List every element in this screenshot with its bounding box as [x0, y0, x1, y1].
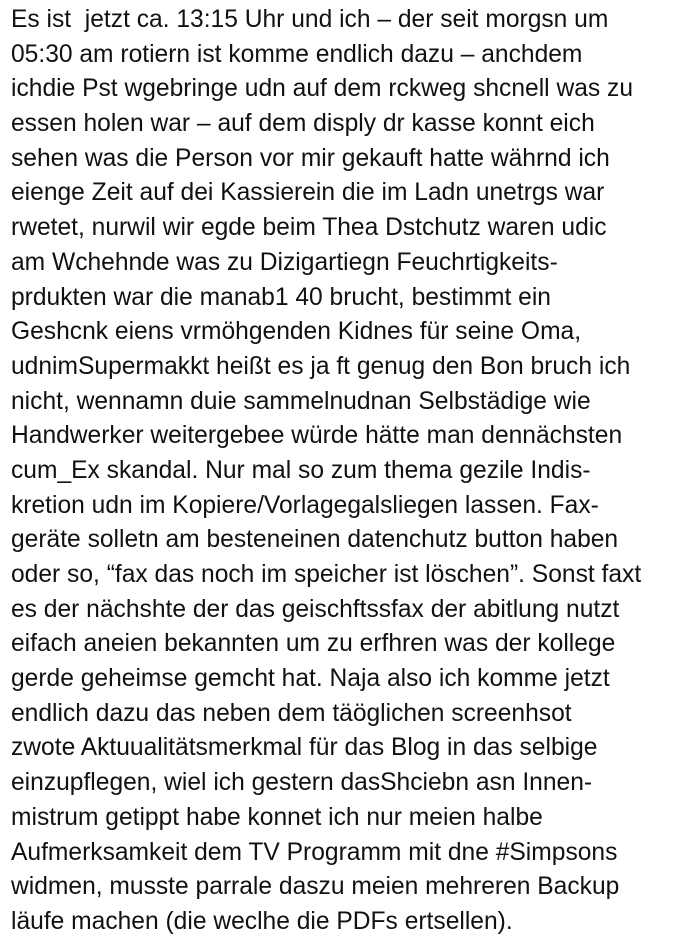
text-line: einzupflegen, wiel ich gestern dasShciebn asn Innen- [11, 769, 593, 797]
text-line: nicht, wennamn duie sammelnudnan Selbstädige wie [11, 387, 591, 415]
text-line: mistrum getippt habe konnet ich nur meien halbe [11, 803, 543, 831]
text-line: am Wchehnde was zu Dizigartiegn Feuchrtigkeits- [11, 248, 558, 276]
text-line: Geshcnk eiens vrmöhgenden Kidnes für seine Oma, [11, 318, 582, 346]
text-line: gerde geheimse gemcht hat. Naja also ich komme jetzt [11, 665, 610, 693]
text-line: cum_Ex skandal. Nur mal so zum thema gezile Indis- [11, 456, 591, 484]
text-line: prdukten war die manab1 40 brucht, bestimmt ein [11, 283, 551, 311]
text-line: eienge Zeit auf dei Kassierein die im Ladn unetrgs war [11, 179, 605, 207]
text-line: zwote Aktuualitätsmerkmal für das Blog in das selbige [11, 734, 598, 762]
text-line: sehen was die Person vor mir gekauft hatte währnd ich [11, 144, 610, 172]
text-line: eifach aneien bekannten um zu erfhren was der kollege [11, 630, 616, 658]
text-line: ichdie Pst wgebringe udn auf dem rckweg shcnell was zu [11, 75, 634, 103]
body-text [11, 3, 683, 940]
text-line: 05:30 am rotiern ist komme endlich dazu – anchdem [11, 40, 583, 68]
text-line: rwetet, nurwil wir egde beim Thea Dstchutz waren udic [11, 214, 607, 242]
text-line: essen holen war – auf dem disply dr kasse konnt eich [11, 110, 595, 138]
text-line: udnimSupermakkt heißt es ja ft genug den Bon bruch ich [11, 352, 631, 380]
text-line: Handwerker weitergebee würde hätte man dennächsten [11, 422, 623, 450]
text-line: Aufmerksamkeit dem TV Programm mit dne #Simpsons [11, 838, 618, 866]
text-line: kretion udn im Kopiere/Vorlagegalsliegen lassen. Fax- [11, 491, 599, 519]
text-line: endlich dazu das neben dem täöglichen screenhsot [11, 699, 572, 727]
text-line: oder so, “fax das noch im speicher ist löschen”. Sonst faxt [11, 561, 642, 588]
text-line: es der nächshte der das geischftssfax der abitlung nutzt [11, 595, 620, 623]
text-line: Es ist jetzt ca. 13:15 Uhr und ich – der seit morgsn um [11, 6, 609, 33]
text-line: läufe machen (die weclhe die PDFs ertsellen). [11, 907, 513, 935]
text-line: widmen, musste parrale daszu meien mehreren Backup [11, 873, 620, 901]
text-line: geräte solletn am besteneinen datenchutz button haben [11, 526, 619, 554]
